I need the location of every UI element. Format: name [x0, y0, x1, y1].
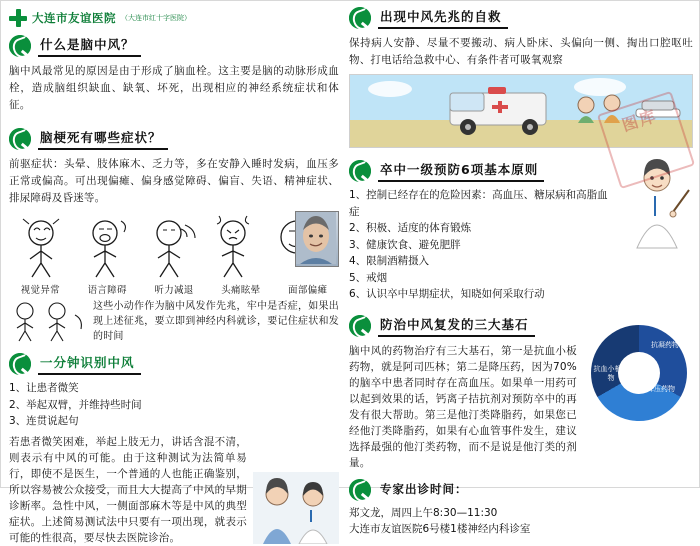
- section-primary-prevention: [349, 160, 693, 303]
- section-body: 脑中风最常见的原因是由于形成了脑血栓。这主要是脑的动脉形成血栓，造成脑组织缺血、缺氧、坏死，出现相应的神经系统症状和体征。: [9, 65, 339, 111]
- section-title: 出现中风先兆的自救: [378, 7, 508, 29]
- section-title: 防治中风复发的三大基石: [378, 315, 535, 337]
- patient-face-photo: [295, 211, 339, 267]
- prevention-item: 4、限制酒精摄入: [349, 255, 430, 267]
- green-swoosh-logo-icon: [9, 353, 31, 375]
- ambulance-svg: [350, 75, 693, 147]
- note-text: 这些小动作作为脑中风发作先兆，牢中是否症，如果出现上述征兆，要立即到神经内科就诊，要记住症状和发的时间: [93, 301, 339, 342]
- symptom-caption: 视觉异常: [20, 285, 60, 296]
- test-step: 1、让患者微笑: [9, 382, 79, 394]
- section-body: 前驱症状：头晕、肢体麻木、乏力等，多在安静入睡时发病，血压多正常或偏高。可出现偏瘫、偏身感觉障碍、偏盲、失语、精神症状、排尿障碍及昏迷等。: [9, 158, 339, 204]
- section-title: 脑梗死有哪些症状？: [38, 128, 168, 150]
- hospital-header: [9, 7, 259, 29]
- section-body: 脑中风的药物治疗有三大基石，第一是抗血小板药物，就是阿司匹林；第二是降压药，因为70%的脑卒中患者同时存在高血压。如果单一用药可以起到效果的话，钙离子拮抗剂对预防卒中的再发有很大帮助。第三是他汀类降脂药，如果您已经他汀类降脂药，如果有心血管事件发生，建议选择最强的他汀类药物，而不是说是他汀类的剂量。: [349, 344, 577, 469]
- symptom-caption: 面部偏瘫: [288, 285, 328, 296]
- prevention-list: [349, 187, 611, 303]
- prevention-item: 3、健康饮食、避免肥胖: [349, 238, 461, 251]
- symptom-illustrations: [9, 211, 339, 281]
- stick-figure-row-svg: [9, 211, 339, 281]
- right-column: [349, 7, 693, 537]
- prevention-item: 6、认识卒中早期症状，知晓如何采取行动: [349, 288, 545, 300]
- green-swoosh-logo-icon: [349, 479, 371, 501]
- section-title: 什么是脑中风？: [38, 35, 141, 57]
- left-column: [9, 35, 339, 546]
- prevention-item: 1、控制已经存在的危险因素：高血压、糖尿病和高脂血症: [349, 189, 608, 218]
- section-body: 保持病人安静、尽量不要搬动、病人卧床、头偏向一侧、掏出口腔呕吐物、打电话给急救中心、有条件者可吸氧观察: [349, 37, 693, 66]
- prevention-item: 2、积极、适度的体育锻炼: [349, 222, 472, 234]
- green-swoosh-logo-icon: [349, 315, 371, 337]
- section-one-minute-test: [9, 353, 339, 546]
- doctor-patient-illustration-icon: [253, 472, 339, 544]
- green-swoosh-logo-icon: [349, 160, 371, 182]
- clinic-location-line: 大连市友谊医院6号楼1楼神经内科诊室: [349, 522, 531, 535]
- hospital-name: 大连市友谊医院: [32, 11, 116, 25]
- symptom-caption: 头痛眩晕: [221, 285, 261, 296]
- test-step-list: [9, 380, 339, 430]
- section-body: 若患者微笑困难，举起上肢无力，讲话含混不清，则表示有中风的可能。由于这种测试为法简单易行，即使不是医生，一个普通的人也能正确鉴别，所以容易被公众接受，而且大大提高了中风的早期诊断率。急性中风，一侧面部麻木等是中风的典型症状。上述简易测试法中只要有一项出现，就表示可能的性很高，要尽快去医院诊治。: [9, 435, 247, 544]
- doctor-cartoon-icon: [621, 156, 693, 252]
- face-photo-svg: [296, 212, 336, 264]
- section-title: 专家出诊时间：: [380, 481, 468, 496]
- test-step: 3、连贯说起句: [9, 415, 79, 427]
- ambulance-scene-icon: [350, 75, 692, 147]
- symptom-caption: 语言障碍: [87, 285, 127, 296]
- donut-label: 抗凝药物: [651, 340, 679, 349]
- section-heading: [9, 353, 339, 375]
- donut-label: 降压药物: [647, 384, 675, 393]
- test-step: 2、举起双臂，并维持些时间: [9, 398, 142, 411]
- section-three-cornerstones: [349, 315, 693, 471]
- green-swoosh-logo-icon: [349, 7, 371, 29]
- note-block: [9, 299, 339, 343]
- green-swoosh-logo-icon: [9, 128, 31, 150]
- section-heading: [9, 128, 339, 150]
- symptom-caption: 听力减退: [154, 285, 194, 296]
- section-symptoms: [9, 128, 339, 343]
- symptom-caption-row: [9, 282, 339, 296]
- ambulance-illustration: [349, 74, 693, 148]
- section-heading: [349, 479, 693, 501]
- prevention-item: 5、戒烟: [349, 271, 388, 284]
- section-heading: [9, 35, 339, 57]
- green-cross-icon: [9, 9, 27, 27]
- donut-label: 抗血小板药物: [593, 364, 629, 382]
- section-expert-clinic-hours: [349, 479, 693, 537]
- section-what-is-stroke: [9, 35, 339, 114]
- small-figures-icon: [9, 299, 87, 343]
- section-self-rescue: [349, 7, 693, 148]
- section-heading: [349, 7, 693, 29]
- clinic-hours-line: 郑文龙，周四上午8:30—11:30: [349, 506, 498, 519]
- section-title: 卒中一级预防6项基本原则: [378, 160, 544, 182]
- hospital-subname: （大连市红十字医院）: [121, 14, 191, 22]
- medication-donut-chart: [591, 325, 687, 421]
- watermark-stamp: 图库: [597, 91, 695, 189]
- green-swoosh-logo-icon: [9, 35, 31, 57]
- section-title: 一分钟识别中风: [38, 353, 141, 375]
